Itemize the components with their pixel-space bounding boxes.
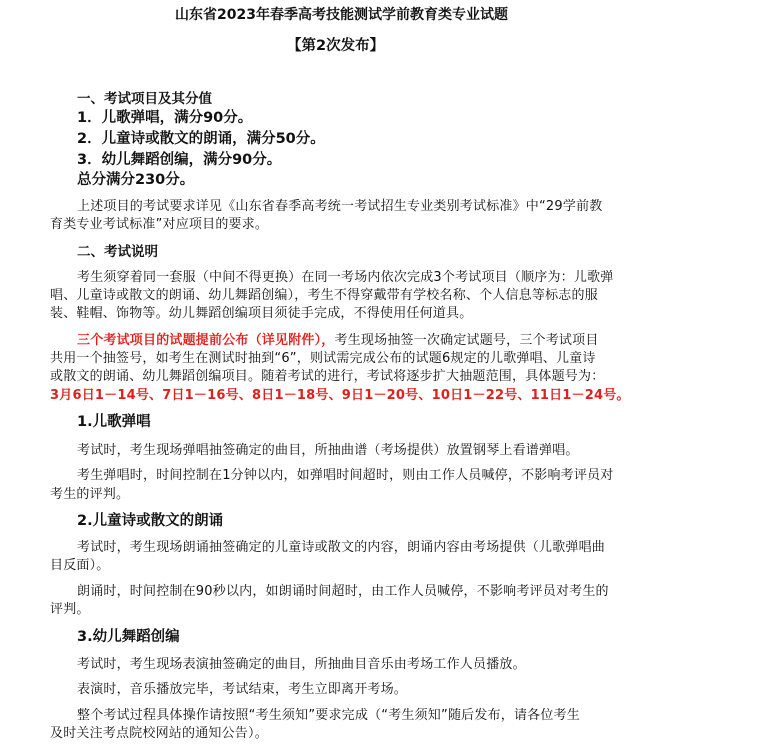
subsection-2-heading: 2.儿童诗或散文的朗诵 — [77, 513, 224, 529]
paragraph-1-line-2: 育类专业考试标准”对应项目的要求。 — [50, 217, 269, 232]
paragraph-1-line-1: 上述项目的考试要求详见《山东省春季高考统一考试招生专业类别考试标准》中“29学前教 — [77, 199, 603, 214]
paragraph-2-line-2: 唱、儿童诗或散文的朗诵、幼儿舞蹈创编），考生不得穿戴带有学校名称、个人信息等标志的服 — [50, 288, 598, 303]
paragraph-3-line-1-rest: 考生现场抽签一次确定试题号，三个考试项目 — [334, 333, 599, 348]
subsection-2-para-2-line-1: 朗诵时，时间控制在90秒以内，如朗诵时间超时，由工作人员喊停，不影响考评员对考生的 — [77, 584, 609, 599]
document-title: 山东省2023年春季高考技能测试学前教育类专业试题 — [175, 7, 508, 23]
paragraph-3-line-3: 或散文的朗诵、幼儿舞蹈创编项目。随着考试的进行，考试将逐步扩大抽题范围，具体题号为： — [50, 369, 605, 384]
subsection-3-heading: 3.幼儿舞蹈创编 — [77, 629, 180, 645]
notice-highlight: 三个考试项目的试题提前公布（详见附件）， — [77, 333, 335, 348]
paragraph-2-line-1: 考生须穿着同一套服（中间不得更换）在同一考场内依次完成3个考试项目（顺序为：儿歌弹 — [77, 270, 614, 285]
section-1-heading: 一、考试项目及其分值 — [77, 91, 212, 107]
item-2: 2．儿童诗或散文的朗诵，满分50分。 — [77, 131, 325, 147]
subsection-1-para-1: 考试时，考生现场弹唱抽签确定的曲目，所抽曲谱（考场提供）放置钢琴上看谱弹唱。 — [77, 443, 579, 458]
subsection-3-para-3-line-2: 及时关注考点院校网站的通知公告）。 — [50, 726, 268, 741]
paragraph-3-line-2: 共用一个抽签号，如考生在测试时抽到“6”，则试需完成公布的试题6规定的儿歌弹唱、儿童诗 — [50, 351, 596, 366]
subsection-2-para-1-line-1: 考试时，考生现场朗诵抽签确定的儿童诗或散文的内容，朗诵内容由考场提供（儿歌弹唱曲 — [77, 540, 606, 555]
paragraph-2-line-3: 装、鞋帽、饰物等。幼儿舞蹈创编项目须徒手完成，不得使用任何道具。 — [50, 306, 473, 321]
subsection-3-para-1: 考试时，考生现场表演抽签确定的曲目，所抽曲目音乐由考场工作人员播放。 — [77, 657, 526, 672]
subsection-3-para-3-line-1: 整个考试过程具体操作请按照“考生须知”要求完成（“考生须知”随后发布，请各位考生 — [77, 708, 580, 723]
subsection-1-para-2-line-1: 考生弹唱时，时间控制在1分钟以内，如弹唱时间超时，则由工作人员喊停，不影响考评员对 — [77, 468, 614, 483]
item-1: 1．儿歌弹唱，满分90分。 — [77, 110, 253, 126]
item-3: 3．幼儿舞蹈创编，满分90分。 — [77, 152, 282, 168]
section-2-heading: 二、考试说明 — [77, 244, 158, 260]
paragraph-3-line-1 — [77, 329, 599, 348]
document-subtitle: 【第2次发布】 — [287, 38, 385, 54]
subsection-1-heading: 1.儿歌弹唱 — [77, 414, 151, 430]
subsection-2-para-2-line-2: 评判。 — [50, 602, 90, 617]
subsection-1-para-2-line-2: 考生的评判。 — [50, 487, 130, 502]
subsection-2-para-1-line-2: 目反面）。 — [50, 558, 110, 573]
question-range-schedule: 3月6日1－14号、7日1－16号、8日1－18号、9日1－20号、10日1－22号、11日1－24号。 — [50, 388, 630, 403]
total-score: 总分满分230分。 — [77, 172, 195, 188]
subsection-3-para-2: 表演时，音乐播放完毕，考试结束，考生立即离开考场。 — [77, 682, 408, 697]
